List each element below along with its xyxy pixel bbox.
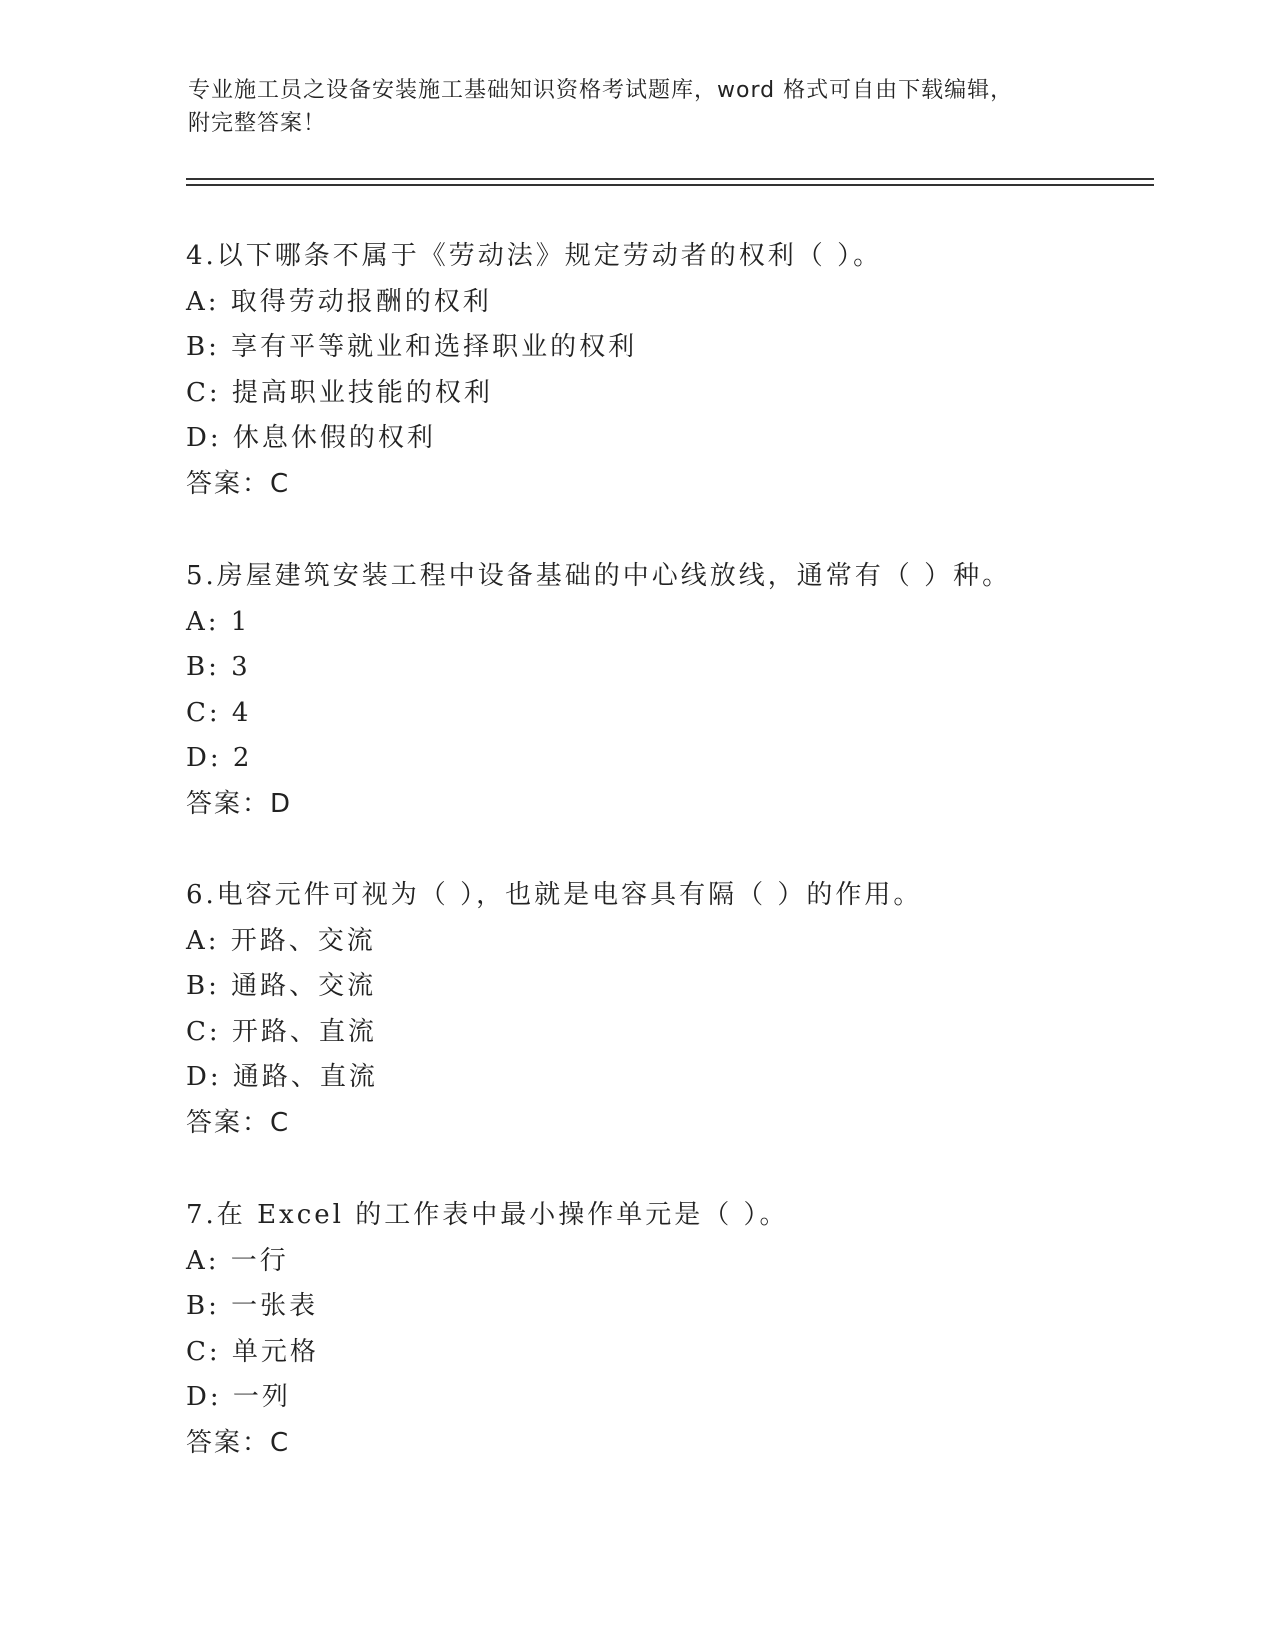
question-stem: 4.以下哪条不属于《劳动法》规定劳动者的权利（ ）。 (186, 241, 883, 271)
option-b: B: 一张表 (186, 1291, 319, 1321)
option-b: B: 3 (186, 652, 251, 682)
question-stem: 5.房屋建筑安装工程中设备基础的中心线放线，通常有（ ）种。 (186, 561, 1012, 591)
option-b: B: 通路、交流 (186, 971, 377, 1001)
document-header (188, 74, 1068, 140)
header-line-1: 专业施工员之设备安装施工基础知识资格考试题库，word 格式可自由下载编辑， (188, 78, 1014, 103)
header-line-2: 附完整答案！ (188, 111, 327, 136)
option-c: C: 提高职业技能的权利 (186, 377, 493, 408)
header-divider-bottom (186, 184, 1154, 186)
option-a: A: 一行 (186, 1245, 289, 1276)
option-c: C: 开路、直流 (186, 1016, 377, 1047)
option-a: A: 1 (186, 606, 251, 637)
option-c: C: 单元格 (186, 1336, 319, 1367)
question-4 (186, 234, 1146, 507)
option-d: D: 2 (186, 743, 253, 773)
option-d: D: 通路、直流 (186, 1062, 378, 1092)
option-d: D: 休息休假的权利 (186, 423, 436, 453)
option-b: B: 享有平等就业和选择职业的权利 (186, 332, 638, 362)
answer: 答案：C (186, 468, 291, 499)
question-stem: 7.在 Excel 的工作表中最小操作单元是（ ）。 (186, 1200, 789, 1230)
question-7 (186, 1193, 1146, 1466)
question-stem: 6.电容元件可视为（ ），也就是电容具有隔（ ）的作用。 (186, 880, 923, 910)
option-d: D: 一列 (186, 1382, 291, 1412)
answer: 答案：C (186, 1427, 291, 1458)
option-a: A: 开路、交流 (186, 925, 376, 956)
option-c: C: 4 (186, 697, 252, 728)
header-divider-top (186, 178, 1154, 180)
option-a: A: 取得劳动报酬的权利 (186, 286, 492, 317)
answer: 答案：C (186, 1107, 291, 1138)
question-6 (186, 873, 1146, 1146)
answer: 答案：D (186, 788, 293, 819)
question-5 (186, 554, 1146, 827)
